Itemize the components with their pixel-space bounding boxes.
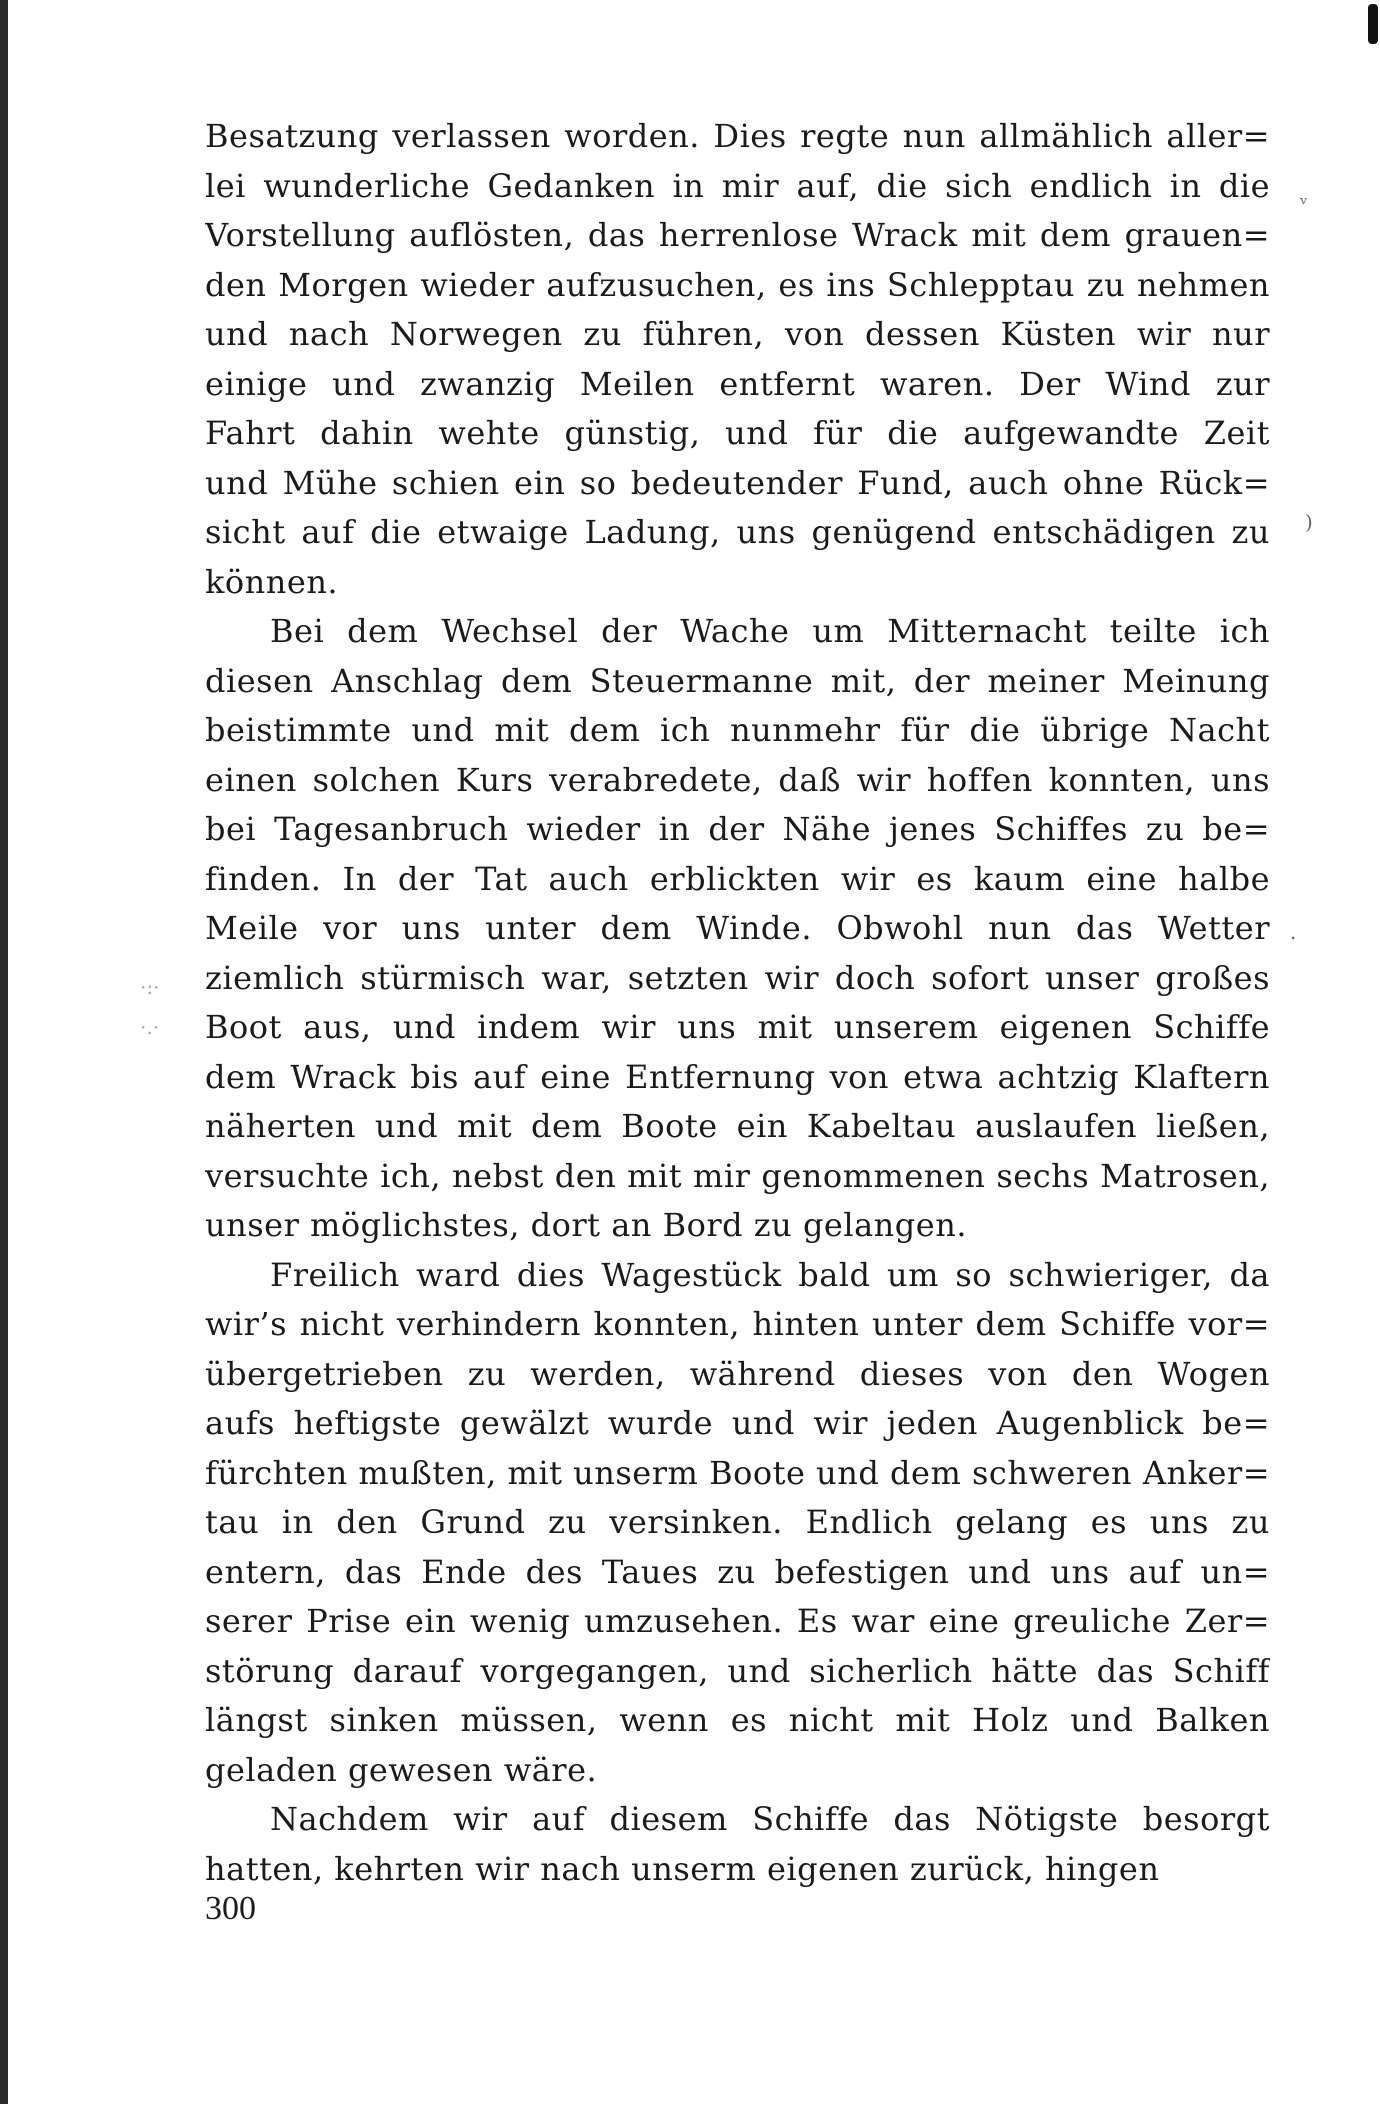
- text-line: tau in den Grund zu versinken. Endlich gelang es uns zu: [205, 1503, 1270, 1541]
- margin-speck: ): [1305, 510, 1313, 534]
- text-line: diesen Anschlag dem Steuermanne mit, der meiner Meinung: [205, 661, 1270, 700]
- text-line: den Morgen wieder aufzusuchen, es ins Schlepptau zu nehmen: [205, 265, 1270, 304]
- text-line: bei Tagesanbruch wieder in der Nähe jenes Schiffes zu be=: [205, 810, 1270, 848]
- text-line: Meile vor uns unter dem Winde. Obwohl nun das Wetter: [205, 909, 1270, 947]
- text-line: entern, das Ende des Taues zu befestigen und uns auf un=: [205, 1552, 1270, 1591]
- text-line: Nachdem wir auf diesem Schiffe das Nötigste besorgt: [270, 1800, 1270, 1838]
- text-line: Fahrt dahin wehte günstig, und für die aufgewandte Zeit: [205, 414, 1270, 452]
- text-line: dem Wrack bis auf eine Entfernung von etwa achtzig Klaftern: [205, 1057, 1270, 1096]
- paragraph: [205, 1795, 1270, 1894]
- page-text: [205, 112, 1270, 1894]
- text-line: Bei dem Wechsel der Wache um Mitternacht teilte ich: [270, 612, 1270, 650]
- text-line: störung darauf vorgegangen, und sicherlich hätte das Schiff: [205, 1651, 1270, 1690]
- text-line: sicht auf die etwaige Ladung, uns genügend entschädigen zu: [205, 513, 1270, 551]
- paragraph: [205, 1251, 1270, 1796]
- text-line: Besatzung verlassen worden. Dies regte nun allmählich aller=: [205, 117, 1270, 155]
- text-line: aufs heftigste gewälzt wurde und wir jeden Augenblick be=: [205, 1404, 1270, 1442]
- paragraph: [205, 112, 1270, 607]
- page-edge-rule: [0, 0, 8, 2104]
- text-line: übergetrieben zu werden, während dieses von den Wogen: [205, 1354, 1270, 1393]
- text-line: versuchte ich, nebst den mit mir genommenen sechs Matrosen,: [205, 1156, 1270, 1195]
- text-line: Boot aus, und indem wir uns mit unserem eigenen Schiffe: [205, 1008, 1270, 1046]
- page-number: 300: [205, 1890, 256, 1927]
- text-line: serer Prise ein wenig umzusehen. Es war eine greuliche Zer=: [205, 1602, 1270, 1640]
- text-line: ziemlich stürmisch war, setzten wir doch sofort unser großes: [205, 958, 1270, 997]
- paragraph: [205, 607, 1270, 1251]
- text-line: einige und zwanzig Meilen entfernt waren. Der Wind zur: [205, 364, 1270, 403]
- text-line: geladen gewesen wäre.: [205, 1750, 598, 1789]
- text-line: wir’s nicht verhindern konnten, hinten unter dem Schiffe vor=: [205, 1305, 1270, 1343]
- text-line: lei wunderliche Gedanken in mir auf, die sich endlich in die: [205, 166, 1270, 205]
- margin-speck: ·:·: [140, 975, 160, 999]
- text-line: näherten und mit dem Boote ein Kabeltau auslaufen ließen,: [205, 1107, 1270, 1145]
- margin-speck: ·.·: [140, 1015, 160, 1039]
- text-line: beistimmte und mit dem ich nunmehr für die übrige Nacht: [205, 711, 1270, 749]
- text-line: unser möglichstes, dort an Bord zu gelangen.: [205, 1206, 967, 1244]
- margin-speck: ᵥ: [1300, 185, 1308, 209]
- text-line: können.: [205, 562, 339, 601]
- margin-speck: .: [1290, 920, 1297, 944]
- text-line: Freilich ward dies Wagestück bald um so schwieriger, da: [270, 1255, 1270, 1294]
- text-line: und nach Norwegen zu führen, von dessen Küsten wir nur: [205, 315, 1270, 353]
- text-line: Vorstellung auflösten, das herrenlose Wrack mit dem grauen=: [205, 216, 1270, 254]
- text-line: längst sinken müssen, wenn es nicht mit Holz und Balken: [205, 1701, 1270, 1739]
- text-line: hatten, kehrten wir nach unserm eigenen zurück, hingen: [205, 1849, 1160, 1888]
- text-line: finden. In der Tat auch erblickten wir es kaum eine halbe: [205, 859, 1270, 898]
- text-line: einen solchen Kurs verabredete, daß wir hoffen konnten, uns: [205, 760, 1270, 799]
- page-edge-mark: [1368, 4, 1378, 44]
- text-line: und Mühe schien ein so bedeutender Fund, auch ohne Rück=: [205, 463, 1270, 502]
- text-line: fürchten mußten, mit unserm Boote und dem schweren Anker=: [205, 1453, 1270, 1492]
